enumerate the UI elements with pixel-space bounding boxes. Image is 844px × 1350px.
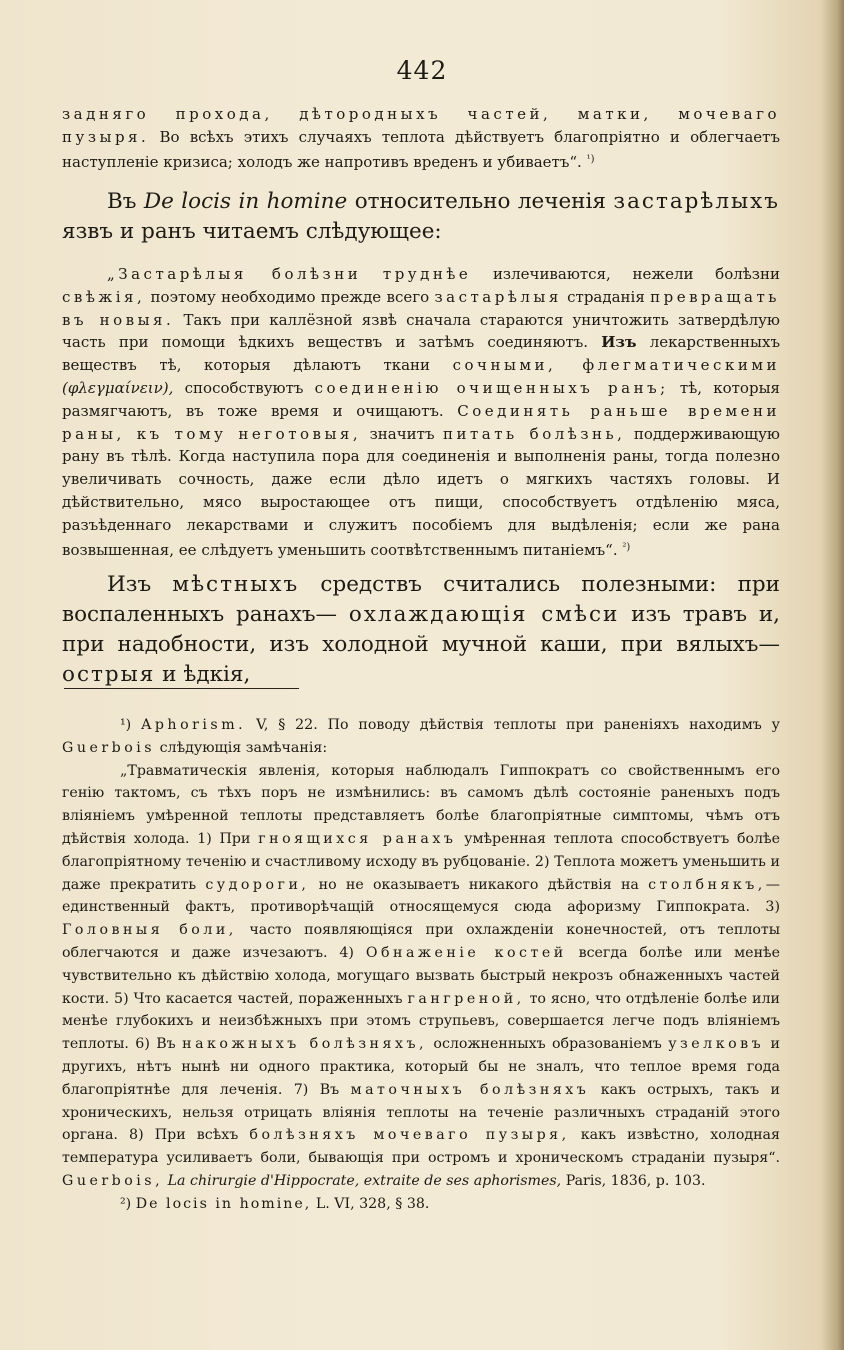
quotation: „Застарѣлыя болѣзни труднѣе излечиваются, нежели болѣзни свѣжія, поэтому необходимо прежде всего застарѣлыя страданія превращать въ новыя. Такъ при каллёзной язвѣ сначала стараются уничтожить затвердѣлую часть при помощи ѣдкихъ веществъ и затѣмъ соединяютъ. Изъ лекарственныхъ веществъ тѣ, которыя дѣлаютъ ткани сочными, флегматическими (φλεγμαίνειν), способствуютъ соединенію очищенныхъ ранъ; тѣ, которыя размягчаютъ, въ тоже время и очищаютъ. Соединять раньше времени раны, къ тому неготовыя, значитъ питать болѣзнь, поддерживающую рану въ тѣлѣ. Когда наступила пора для соединенія и выполненія раны, тогда полезно увеличивать сочность, даже если дѣло идетъ о мягкихъ частяхъ головы. И дѣйствительно, мясо выростающее отъ пищи, способствуетъ отдѣленію мяса, разъѣденнаго лекарствами и служитъ пособіемъ для выдѣленія; если же рана возвышенная, ее слѣдуетъ уменьшить соотвѣтственнымъ питаніемъ“. $^{^2)}$ (62, 265, 780, 559)
paragraph-3: Изъ мѣстныхъ средствъ считались полезными: при воспаленныхъ ранахъ— охлаждающія смѣси изъ травъ и, при надобности, изъ холодной мучной каши, при вялыхъ—острыя и ѣдкія, (62, 572, 780, 687)
footnote-1: ¹) Aphorism. V, § 22. По поводу дѣйствія теплоты при раненіяхъ находимъ у Guerbois слѣдующія замѣчанія: (62, 717, 780, 756)
footnote-divider (64, 688, 299, 689)
citation-title: La chirurgie d'Hippocrate, extraite de ses aphorismes, (167, 1172, 562, 1189)
footnote-ref-2[interactable]: ²) (622, 541, 631, 553)
main-text (62, 103, 780, 173)
page-number: 442 (396, 56, 448, 85)
greek-term: (φλεγμαίνειν), (62, 378, 174, 397)
work-title: De locis in homine (143, 189, 348, 214)
footnotes (62, 714, 780, 1216)
paragraph-1: задняго прохода, дѣтородныхъ частей, матки, мочеваго пузыря. Во всѣхъ этихъ случаяхъ теплота дѣйствуетъ благопріятно и облегчаетъ наступленіе кризиса; холодъ же напротивъ вреденъ и убиваетъ“. $^{^1)}$ (62, 105, 780, 171)
page-shadow-edge (822, 0, 844, 1350)
footnote-1-quote: „Травматическія явленія, которыя наблюдалъ Гиппократъ со свойственнымъ его генію тактомъ, съ тѣхъ поръ не измѣнились: въ самомъ дѣлѣ состояніе раненыхъ подъ вліяніемъ умѣренной теплоты представляетъ болѣе благопріятные симптомы, чѣмъ отъ дѣйствія холода. 1) При гноящихся ранахъ умѣренная теплота способствуетъ болѣе благопріятному теченію и счастливому исходу въ рубцованіе. 2) Теплота можетъ уменьшить и даже прекратить судороги, но не оказываетъ никакого дѣйствія на столбнякъ,—единственный фактъ, противорѣчащій относящемуся сюда афоризму Гиппократа. 3) Головныя боли, часто появляющіяся при охлажденіи конечностей, отъ теплоты облегчаются и даже изчезаютъ. 4) Обнаженіе костей всегда болѣе или менѣе чувствительно къ дѣйствію холода, могущаго вызвать быстрый некрозъ обнаженныхъ частей кости. 5) Что касается частей, пораженныхъ гангреной, то ясно, что отдѣленіе болѣе или менѣе глубокихъ и неизбѣжныхъ при этомъ струпьевъ, совершается легче подъ вліяніемъ теплоты. 6) Въ накожныхъ болѣзняхъ, осложненныхъ образованіемъ узелковъ и другихъ, нѣтъ нынѣ ни одного практика, который бы не зналъ, что теплое время года благопріятнѣе для леченія. 7) Въ маточныхъ болѣзняхъ какъ острыхъ, такъ и хроническихъ, нельзя отрицать вліянія теплоты на теченіе различныхъ страданій этого органа. 8) При всѣхъ болѣзняхъ мочеваго пузыря, какъ извѣстно, холодная температура усиливаетъ боли, бывающія при остромъ и хроническомъ страданіи пузыря“. Guerbois, La chirurgie d'Hippocrate, extraite de ses aphorismes, Paris, 1836, p. 103. (62, 762, 781, 1189)
footnote-2: ²) De locis in homine, L. VI, 328, § 38. (120, 1195, 430, 1212)
footnote-ref-1[interactable]: ¹) (586, 153, 595, 165)
intro-paragraph: Въ De locis in homine относительно леченія застарѣлыхъ язвъ и ранъ читаемъ слѣдующее: (62, 189, 780, 244)
